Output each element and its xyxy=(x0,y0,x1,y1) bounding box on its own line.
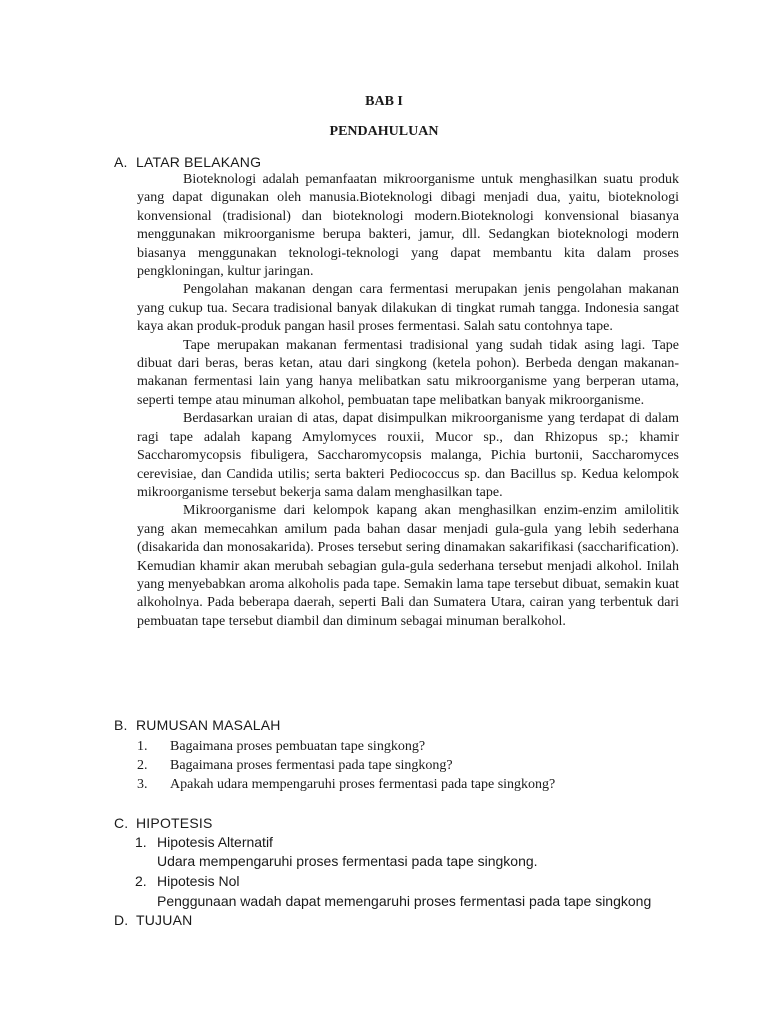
list-number: 2. xyxy=(137,758,148,773)
chapter-number: BAB I xyxy=(365,94,403,109)
list-item xyxy=(135,834,273,850)
section-heading-c xyxy=(114,815,212,831)
list-number: 1. xyxy=(137,739,148,754)
list-text: Penggunaan wadah dapat memengaruhi proses fermentasi pada tape singkong xyxy=(157,893,652,909)
list-item xyxy=(137,739,425,755)
list-text: Bagaimana proses pembuatan tape singkong? xyxy=(170,739,426,754)
list-item xyxy=(135,873,239,889)
chapter-title: PENDAHULUAN xyxy=(329,124,439,139)
list-text: Bagaimana proses fermentasi pada tape singkong? xyxy=(170,758,453,773)
section-heading-d xyxy=(114,912,192,928)
section-letter: B. xyxy=(114,717,128,733)
list-number: 2. xyxy=(135,873,147,889)
latar-belakang-body xyxy=(137,171,679,631)
list-item xyxy=(137,777,555,793)
section-title: TUJUAN xyxy=(136,912,193,928)
list-title: Hipotesis Nol xyxy=(157,873,240,889)
section-heading-b xyxy=(114,717,281,733)
list-number: 3. xyxy=(137,777,148,792)
list-number: 1. xyxy=(135,834,147,850)
section-title: LATAR BELAKANG xyxy=(136,154,262,170)
section-letter: C. xyxy=(114,815,129,831)
section-letter: D. xyxy=(114,912,129,928)
paragraph: Pengolahan makanan dengan cara fermentasi merupakan jenis pengolahan makanan yang cukup tua. Secara tradisional banyak dilakukan di tingkat rumah tangga. Indonesia sangat kaya akan produk-produk pangan hasil proses fermentasi. Salah satu contohnya tape. xyxy=(137,282,679,335)
section-title: RUMUSAN MASALAH xyxy=(136,717,281,733)
list-text: Apakah udara mempengaruhi proses fermentasi pada tape singkong? xyxy=(170,777,556,792)
list-title: Hipotesis Alternatif xyxy=(157,834,273,850)
section-title: HIPOTESIS xyxy=(136,815,213,831)
section-letter: A. xyxy=(114,154,128,170)
paragraph: Bioteknologi adalah pemanfaatan mikroorganisme untuk menghasilkan suatu produk yang dapat digunakan oleh manusia.Bioteknologi dibagi menjadi dua, yaitu, bioteknologi konvensional (tradisional) dan bioteknologi modern.Bioteknologi konvensional biasanya menggunakan mikroorganisme berupa bakteri, jamur, dll. Sedangkan bioteknologi modern biasanya menggunakan teknologi-teknologi yang dapat membantu kita dalam proses pengkloningan, kultur jaringan. xyxy=(137,172,679,280)
list-text: Udara mempengaruhi proses fermentasi pada tape singkong. xyxy=(157,853,538,869)
section-heading-a xyxy=(114,154,261,170)
paragraph: Tape merupakan makanan fermentasi tradisional yang sudah tidak asing lagi. Tape dibuat dari beras, beras ketan, atau dari singkong (ketela pohon). Berbeda dengan makanan-makanan fermentasi lain yang hanya melibatkan satu mikroorganisme yang berperan utama, seperti tempe atau minuman alkohol, pembuatan tape melibatkan banyak mikroorganisme. xyxy=(137,337,679,408)
paragraph: Berdasarkan uraian di atas, dapat disimpulkan mikroorganisme yang terdapat di dalam ragi tape adalah kapang Amylomyces rouxii, Mucor sp., dan Rhizopus sp.; khamir Saccharomycopsis fibuligera, Saccharomycopsis malanga, Pichia burtonii, Saccharomyces cerevisiae, dan Candida utilis; serta bakteri Pediococcus sp. dan Bacillus sp. Kedua kelompok mikroorganisme tersebut bekerja sama dalam menghasilkan tape. xyxy=(137,411,679,500)
paragraph: Mikroorganisme dari kelompok kapang akan menghasilkan enzim-enzim amilolitik yang akan memecahkan amilum pada bahan dasar menjadi gula-gula yang lebih sederhana (disakarida dan monosakarida). Proses tersebut sering dinamakan sakarifikasi (saccharification). Kemudian khamir akan merubah sebagian gula-gula sederhana tersebut menjadi alkohol. Inilah yang menyebabkan aroma alkoholis pada tape. Semakin lama tape tersebut dibuat, semakin kuat alkoholnya. Pada beberapa daerah, seperti Bali dan Sumatera Utara, cairan yang terbentuk dari pembuatan tape tersebut diambil dan diminum sebagai minuman beralkohol. xyxy=(137,503,679,629)
list-item xyxy=(137,758,453,774)
